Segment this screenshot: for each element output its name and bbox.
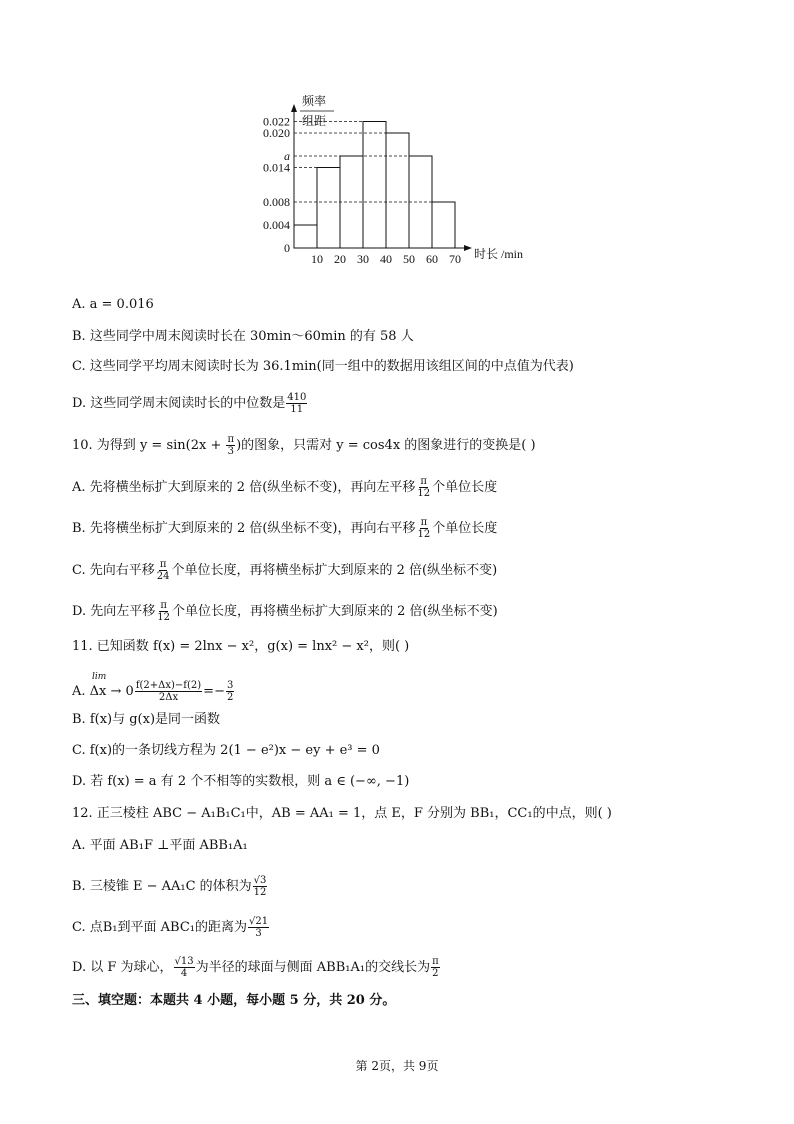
y-axis-title <box>300 93 334 128</box>
q10-option-b <box>72 517 497 540</box>
q12-d-den: 4 <box>180 968 188 979</box>
y-tick-label: 0 <box>284 241 290 255</box>
q12-stem: 12. 正三棱柱 ABC − A₁B₁C₁中，AB = AA₁ = 1，点 E，F 分别为 BB₁，CC₁的中点，则( ) <box>72 806 612 821</box>
q10-c-num: π <box>159 559 167 570</box>
q9-option-d-text: D. 这些同学周末阅读时长的中位数是 <box>72 396 286 411</box>
q11-stem: 11. 已知函数 f(x) = 2lnx − x²，g(x) = lnx² − x²，则( ) <box>72 639 410 654</box>
q9-option-d <box>72 392 308 415</box>
q10-option-a <box>72 476 497 499</box>
y-tick-label: 0.022 <box>263 114 290 129</box>
y-tick-label: 0.004 <box>263 218 290 232</box>
x-tick-label: 20 <box>334 252 346 266</box>
frequency-histogram <box>250 88 550 268</box>
q12-b-fraction <box>253 875 268 898</box>
histogram-bar <box>432 202 455 248</box>
x-tick-label: 40 <box>380 252 392 266</box>
x-tick-label: 30 <box>357 252 369 266</box>
y-axis-title-top: 频率 <box>302 94 327 108</box>
q10-stem <box>72 434 536 457</box>
q12-option-c <box>72 916 270 939</box>
histogram-bar <box>386 133 409 248</box>
histogram-bar <box>363 122 386 249</box>
q11-option-c: C. f(x)的一条切线方程为 2(1 − e²)x − ey + e³ = 0 <box>72 743 380 758</box>
q10-c-text: C. 先向右平移 <box>72 563 155 578</box>
q10-a-tail: 个单位长度 <box>432 480 498 495</box>
q12-c-den: 3 <box>255 928 262 939</box>
q10-c-fraction <box>156 559 171 582</box>
y-tick-label: 0.020 <box>263 126 290 140</box>
q10-c-tail: 个单位长度，再将横坐标扩大到原来的 2 倍(纵坐标不变) <box>171 563 498 578</box>
q9-option-b: B. 这些同学中周末阅读时长在 30min～60min 的有 58 人 <box>72 329 414 344</box>
y-axis-title-bottom: 组距 <box>302 114 327 128</box>
y-tick-label: 0.014 <box>263 160 290 175</box>
q10-b-text: B. 先将横坐标扩大到原来的 2 倍(纵坐标不变)，再向右平移 <box>72 521 416 536</box>
q12-b-text: B. 三棱锥 E − AA₁C 的体积为 <box>72 879 252 894</box>
q12-b-num: √3 <box>253 875 267 886</box>
q11-a-lim: lim <box>92 672 107 682</box>
q10-b-tail: 个单位长度 <box>432 521 498 536</box>
median-denominator: 11 <box>290 404 304 415</box>
q10-a-fraction <box>416 476 431 499</box>
q11-a-fraction2 <box>226 680 234 703</box>
q11-a-num2: 3 <box>226 680 234 691</box>
q12-c-num: √21 <box>249 916 269 927</box>
y-tick-label: 0.008 <box>263 195 290 209</box>
q10-d-den: 12 <box>157 612 170 623</box>
q10-b-den: 12 <box>417 529 431 540</box>
q12-option-d <box>72 956 441 979</box>
y-tick-label: a <box>284 149 290 163</box>
page-footer: 第 2页，共 9页 <box>355 1059 439 1073</box>
x-tick-label: 70 <box>449 252 461 266</box>
q12-d-num: √13 <box>174 956 194 967</box>
q11-a-eq: =− <box>203 684 225 699</box>
q10-d-num: π <box>160 600 167 611</box>
q10-option-c <box>72 559 497 582</box>
q12-d-den2: 2 <box>432 968 439 979</box>
q11-a-text: A. Δx → 0 <box>72 684 134 699</box>
histogram-bar <box>294 225 317 248</box>
x-axis-label: 时长 /min <box>474 247 524 261</box>
q12-b-den: 12 <box>253 887 267 898</box>
q10-stem-b: )的图象，只需对 y = cos4x 的图象进行的变换是( ) <box>236 438 536 453</box>
q11-option-b: B. f(x)与 g(x)是同一函数 <box>72 712 221 727</box>
q10-d-tail: 个单位长度，再将横坐标扩大到原来的 2 倍(纵坐标不变) <box>171 604 498 619</box>
q10-c-den: 24 <box>156 571 170 582</box>
y-axis-arrow <box>291 104 297 112</box>
q11-a-num: f(2+Δx)−f(2) <box>135 680 202 691</box>
q10-a-den: 12 <box>417 488 431 499</box>
x-axis-arrow <box>464 245 472 251</box>
q12-d-num2: π <box>432 956 439 967</box>
q10-a-text: A. 先将横坐标扩大到原来的 2 倍(纵坐标不变)，再向左平移 <box>72 480 416 495</box>
section-3-heading: 三、填空题：本题共 4 小题，每小题 5 分，共 20 分。 <box>72 993 396 1008</box>
q12-d-mid: 为半径的球面与侧面 ABB₁A₁的交线长为 <box>195 960 431 975</box>
median-numerator: 410 <box>287 392 307 403</box>
q12-option-a: A. 平面 AB₁F ⊥平面 ABB₁A₁ <box>72 838 248 853</box>
x-tick-label: 50 <box>403 252 415 266</box>
q12-d-fraction <box>174 956 195 979</box>
q10-option-d <box>72 600 498 623</box>
x-tick-label: 10 <box>311 252 323 266</box>
q10-pi-num: π <box>227 434 235 445</box>
q10-b-fraction <box>417 517 432 540</box>
q12-option-b <box>72 875 268 898</box>
q10-d-text: D. 先向左平移 <box>72 604 156 619</box>
q10-a-num: π <box>420 476 427 487</box>
q10-pi-over-3 <box>226 434 235 457</box>
q10-b-num: π <box>420 517 428 528</box>
q11-a-fraction <box>135 680 202 703</box>
q12-c-text: C. 点B₁到平面 ABC₁的距离为 <box>72 920 247 935</box>
q9-option-c: C. 这些同学平均周末阅读时长为 36.1min(同一组中的数据用该组区间的中点值为代表) <box>72 359 574 374</box>
q12-c-fraction <box>248 916 269 939</box>
q10-stem-a: 10. 为得到 y = sin(2x + <box>72 438 226 453</box>
q10-d-fraction <box>156 600 171 623</box>
q10-three-den: 3 <box>227 446 234 457</box>
median-fraction <box>286 392 307 415</box>
x-tick-label: 60 <box>426 252 438 266</box>
q12-d-fraction2 <box>431 956 440 979</box>
q11-option-d: D. 若 f(x) = a 有 2 个不相等的实数根，则 a ∈ (−∞, −1) <box>72 774 410 789</box>
q12-d-text: D. 以 F 为球心， <box>72 960 173 975</box>
q11-a-den2: 2 <box>226 692 234 703</box>
q9-option-a: A. a = 0.016 <box>72 297 154 312</box>
histogram-bar <box>317 168 340 249</box>
q11-a-den: 2Δx <box>158 692 179 703</box>
